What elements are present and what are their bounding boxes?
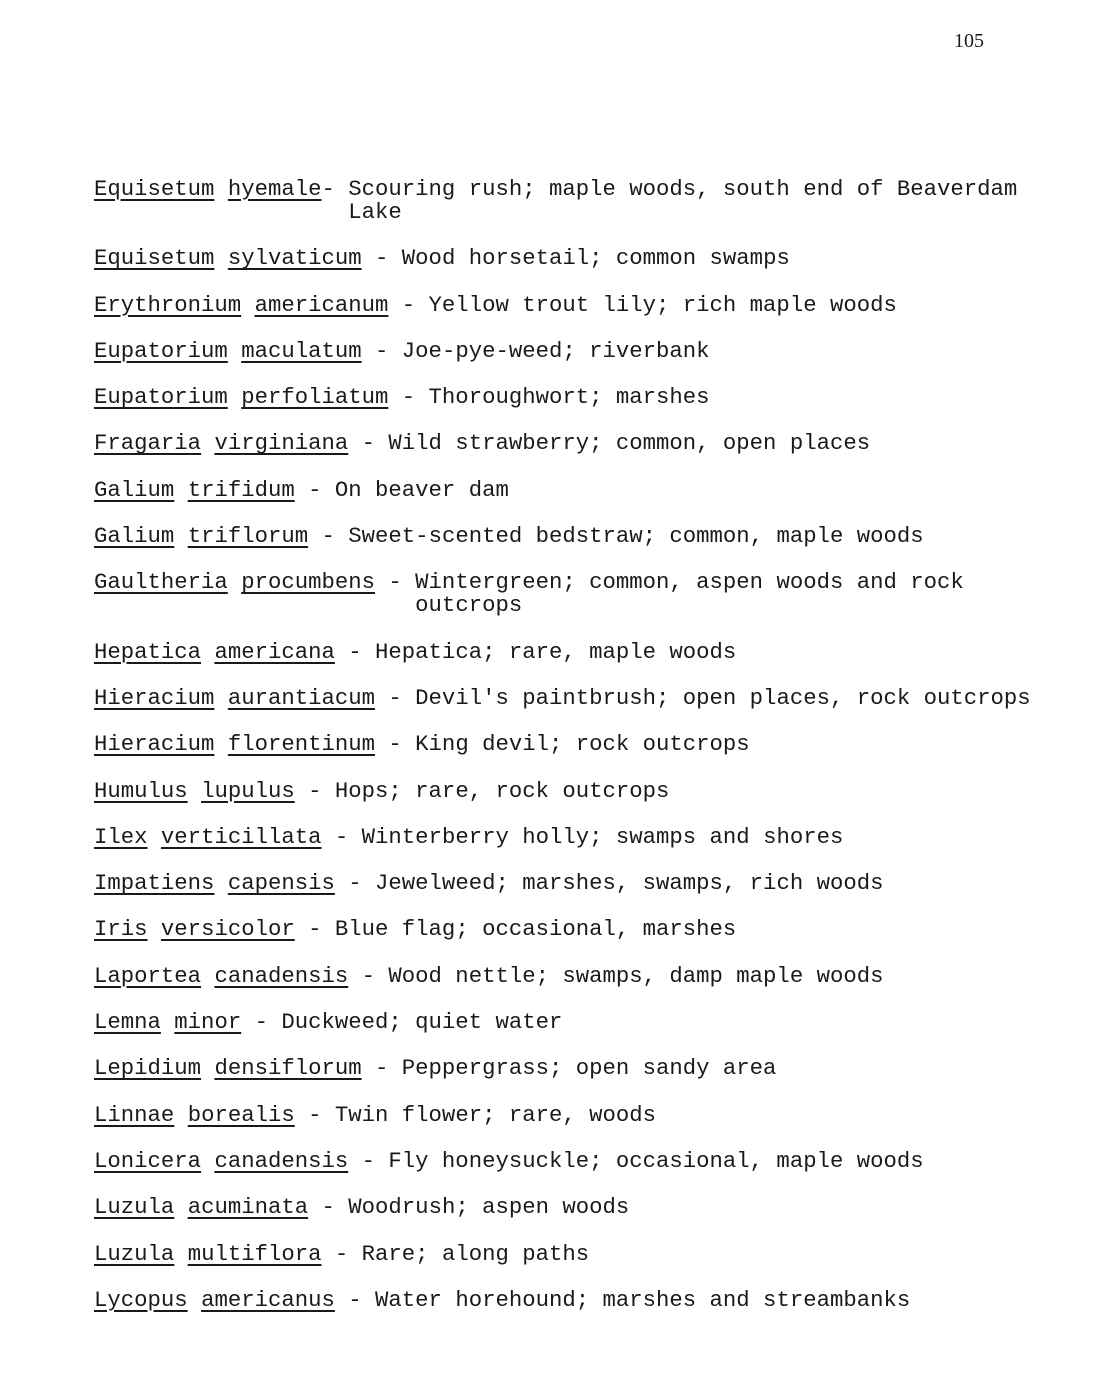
species-entry [94, 247, 1094, 293]
entry-line [94, 384, 710, 410]
entry-line [94, 1241, 589, 1267]
description: Devil's paintbrush; open places, rock outcrops [415, 684, 1031, 711]
description: Yellow trout lily; rich maple woods [428, 291, 897, 318]
separator: - [294, 1101, 335, 1128]
genus-name: Galium [94, 476, 175, 503]
description: Blue flag; occasional, marshes [334, 916, 737, 943]
species-name: americanus [201, 1286, 335, 1313]
species-name: florentinum [227, 731, 376, 758]
species-name: sylvaticum [227, 245, 362, 272]
page-number: 105 [954, 30, 984, 52]
entry-line [94, 1194, 629, 1220]
entry-line [94, 778, 669, 804]
species-name: multiflora [187, 1240, 322, 1267]
entry-line [94, 916, 736, 942]
entry-line [94, 639, 736, 665]
species-entry [94, 823, 1094, 872]
description: King devil; rock outcrops [415, 731, 750, 758]
separator: - [308, 1194, 349, 1221]
genus-name: Ilex [94, 823, 148, 850]
species-name: americana [214, 638, 335, 665]
description: Hops; rare, rock outcrops [334, 777, 670, 804]
genus-name: Hieracium [94, 731, 215, 758]
separator: - [348, 430, 389, 457]
species-entry [94, 684, 1094, 733]
species-name: triflorum [187, 523, 309, 550]
genus-name: Lonicera [94, 1147, 202, 1174]
species-entry [94, 733, 1094, 779]
separator: - [294, 476, 335, 503]
genus-name: Equisetum [94, 245, 215, 272]
species-entry [94, 432, 1094, 478]
species-entry [94, 571, 1094, 640]
description: Duckweed; quiet water [281, 1009, 563, 1036]
species-entry [94, 872, 1094, 918]
species-name: borealis [187, 1101, 295, 1128]
description: Winterberry holly; swamps and shores [361, 823, 844, 850]
separator: - [361, 337, 402, 364]
genus-name: Eupatorium [94, 337, 228, 364]
description: Twin flower; rare, woods [334, 1101, 657, 1128]
genus-name: Humulus [94, 777, 188, 804]
separator: - [241, 1009, 282, 1036]
species-entry [94, 1240, 1094, 1289]
species-name: capensis [227, 870, 335, 897]
separator: - [348, 1147, 389, 1174]
entry-line [94, 292, 897, 318]
separator: - [361, 245, 402, 272]
separator: - [361, 1055, 402, 1082]
genus-name: Galium [94, 523, 175, 550]
species-entry [94, 525, 1094, 571]
separator: - [348, 962, 389, 989]
species-name: hyemale [227, 176, 322, 202]
genus-name: Erythronium [94, 291, 242, 318]
description-continuation: outcrops [415, 592, 523, 619]
description: Rare; along paths [361, 1240, 590, 1267]
description: On beaver dam [334, 476, 509, 503]
species-entry [94, 918, 1094, 964]
species-name: lupulus [201, 777, 295, 804]
species-name: canadensis [214, 962, 349, 989]
species-name: acuminata [187, 1194, 309, 1221]
species-name: trifidum [187, 476, 295, 503]
entry-line [94, 1287, 910, 1313]
separator: - [294, 777, 335, 804]
description: Fly honeysuckle; occasional, maple woods [388, 1147, 924, 1174]
genus-name: Impatiens [94, 870, 215, 897]
species-entry [94, 386, 1094, 432]
genus-name: Luzula [94, 1240, 175, 1267]
species-name: virginiana [214, 430, 349, 457]
species-name: canadensis [214, 1147, 349, 1174]
genus-name: Hepatica [94, 638, 202, 665]
entry-line [94, 824, 843, 850]
species-entry [94, 962, 1094, 1011]
species-entry [94, 178, 1094, 247]
species-list [94, 178, 1094, 1335]
entry-line [94, 569, 964, 595]
species-name: versicolor [160, 916, 295, 943]
description-continuation: Lake [348, 199, 402, 225]
species-entry [94, 476, 1094, 525]
entry-line [94, 1009, 562, 1035]
species-entry [94, 291, 1094, 340]
description: Peppergrass; open sandy area [401, 1055, 777, 1082]
entry-line [94, 1055, 776, 1081]
genus-name: Eupatorium [94, 384, 228, 411]
separator: - [334, 870, 376, 897]
entry-line [94, 963, 883, 989]
genus-name: Lemna [94, 1009, 161, 1036]
entry-line [94, 176, 1017, 202]
genus-name: Iris [94, 916, 148, 943]
species-name: americanum [254, 291, 389, 318]
description: Water horehound; marshes and streambanks [375, 1286, 911, 1313]
description: Jewelweed; marshes, swamps, rich woods [375, 870, 884, 897]
species-name: maculatum [241, 337, 362, 364]
separator: - [334, 638, 376, 665]
entry-line [94, 477, 509, 503]
entry-line [94, 685, 1031, 711]
species-name: procumbens [241, 569, 376, 596]
species-name: minor [174, 1009, 242, 1036]
separator: - [375, 731, 416, 758]
genus-name: Laportea [94, 962, 202, 989]
entry-line [94, 338, 710, 364]
genus-name: Linnae [94, 1101, 175, 1128]
separator: - [321, 1240, 362, 1267]
separator: - [321, 176, 349, 202]
description: Woodrush; aspen woods [348, 1194, 630, 1221]
genus-name: Equisetum [94, 176, 215, 202]
entry-line [94, 1148, 924, 1174]
species-name: aurantiacum [227, 684, 376, 711]
entry-line [94, 245, 790, 271]
species-entry [94, 1011, 1094, 1057]
species-name: densiflorum [214, 1055, 362, 1082]
genus-name: Gaultheria [94, 569, 228, 596]
separator: - [294, 916, 335, 943]
entry-line [94, 430, 870, 456]
entry-line [94, 523, 924, 549]
genus-name: Hieracium [94, 684, 215, 711]
species-name: perfoliatum [241, 384, 389, 411]
genus-name: Lycopus [94, 1286, 188, 1313]
species-entry [94, 337, 1094, 386]
separator: - [308, 523, 349, 550]
genus-name: Fragaria [94, 430, 202, 457]
description: Wild strawberry; common, open places [388, 430, 871, 457]
separator: - [388, 384, 429, 411]
separator: - [321, 823, 362, 850]
description: Wood horsetail; common swamps [401, 245, 790, 272]
description: Wintergreen; common, aspen woods and rock [415, 569, 964, 596]
description: Sweet-scented bedstraw; common, maple woods [348, 523, 924, 550]
species-entry [94, 638, 1094, 687]
description: Thoroughwort; marshes [428, 384, 710, 411]
separator: - [375, 569, 416, 596]
separator: - [334, 1286, 376, 1313]
genus-name: Luzula [94, 1194, 175, 1221]
description: Scouring rush; maple woods, south end of Beaverdam [348, 176, 1018, 202]
species-entry [94, 1147, 1094, 1196]
separator: - [388, 291, 429, 318]
separator: - [375, 684, 416, 711]
species-entry [94, 1196, 1094, 1242]
species-entry [94, 1101, 1094, 1150]
entry-line [94, 731, 750, 757]
entry-line [94, 1102, 656, 1128]
description: Joe-pye-weed; riverbank [401, 337, 710, 364]
species-name: verticillata [160, 823, 322, 850]
species-entry [94, 1286, 1094, 1335]
species-entry [94, 1057, 1094, 1103]
description: Hepatica; rare, maple woods [375, 638, 737, 665]
description: Wood nettle; swamps, damp maple woods [388, 962, 884, 989]
entry-line [94, 870, 883, 896]
species-entry [94, 777, 1094, 826]
genus-name: Lepidium [94, 1055, 202, 1082]
